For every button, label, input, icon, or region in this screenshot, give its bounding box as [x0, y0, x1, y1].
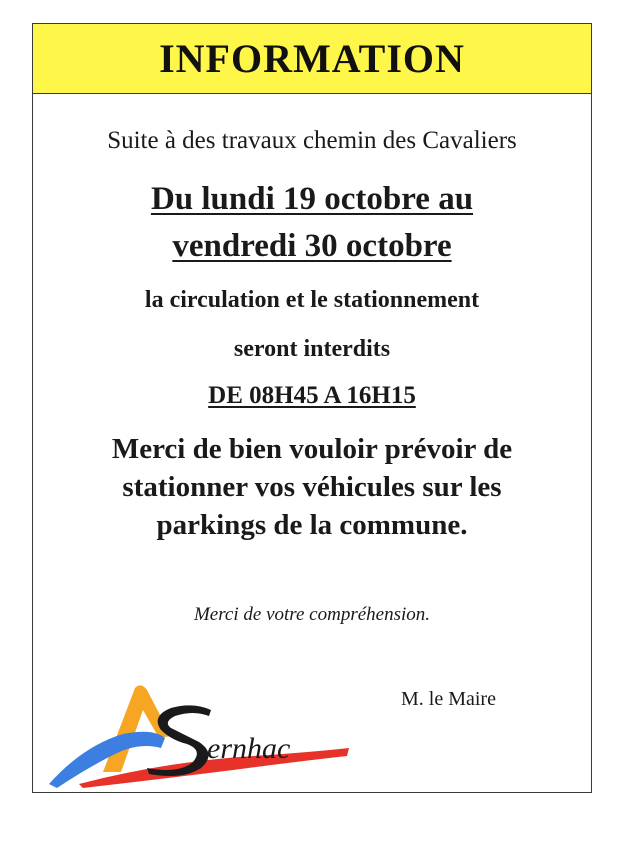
intro-text: Suite à des travaux chemin des Cavaliers — [107, 127, 517, 154]
request-line-3: parkings de la commune. — [156, 509, 468, 541]
request-line-1: Merci de bien vouloir prévoir de — [111, 433, 513, 465]
notice-header — [33, 24, 591, 94]
hours-text: DE 08H45 A 16H15 — [208, 382, 416, 409]
dates-line-1: Du lundi 19 octobre au — [150, 181, 474, 217]
request-line-2: stationner vos véhicules sur les — [122, 471, 502, 503]
restriction-line-1: la circulation et le stationnement — [144, 287, 480, 313]
dates-line-2: vendredi 30 octobre — [172, 228, 452, 264]
sernhac-logo — [43, 676, 353, 788]
restriction-line-2: seront interdits — [233, 336, 391, 362]
notice-frame — [32, 23, 592, 793]
thanks-text: Merci de votre compréhension. — [193, 604, 430, 625]
signature: M. le Maire — [401, 688, 496, 710]
notice-title: INFORMATION — [159, 36, 465, 81]
logo-text: ernhac — [207, 732, 291, 765]
